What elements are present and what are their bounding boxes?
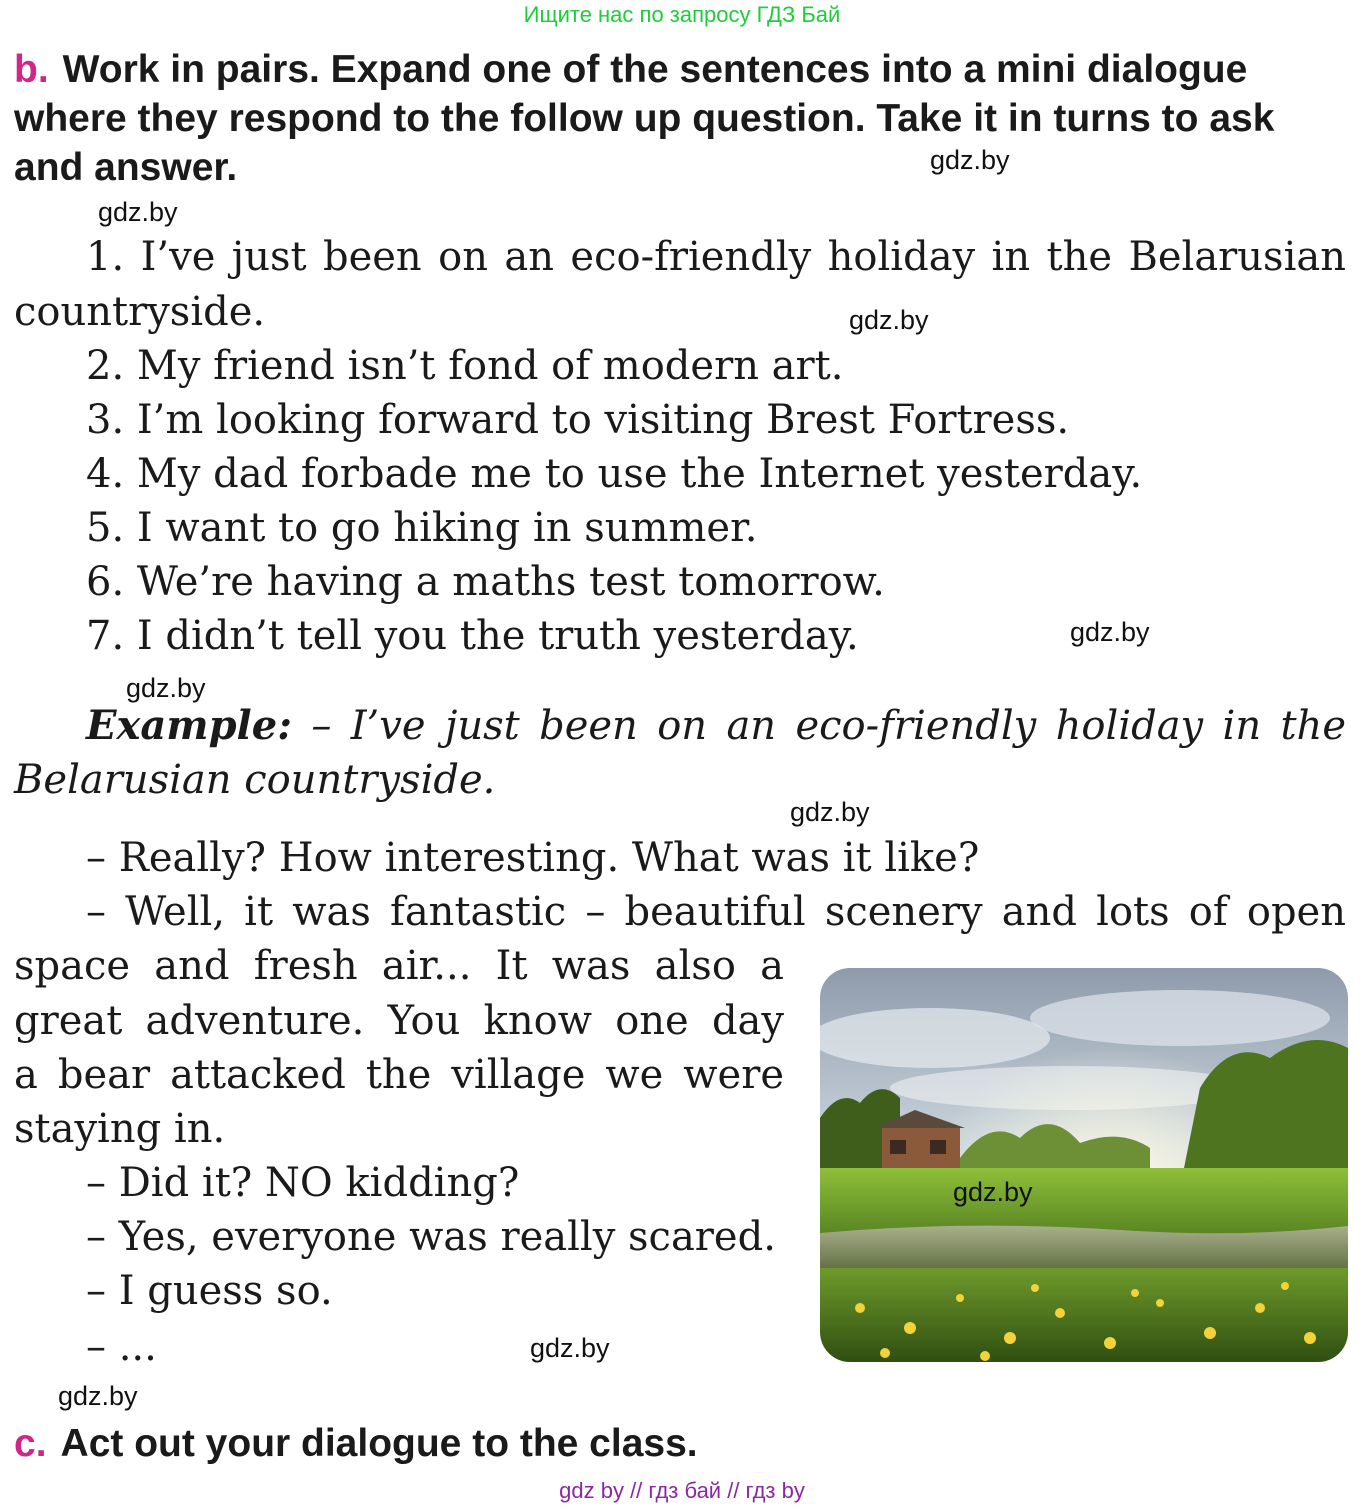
dialogue-line-9: – I guess so.	[86, 1268, 333, 1314]
task-b-letter: b.	[14, 48, 49, 91]
example-line-1	[86, 701, 1346, 751]
task-b-line-3: and answer.	[14, 146, 238, 189]
sentence-3: 3. I’m looking forward to visiting Brest Fortress.	[86, 397, 1070, 443]
sentence-7: 7. I didn’t tell you the truth yesterday.	[86, 613, 859, 659]
watermark-7: gdz.by	[953, 1177, 1033, 1207]
example-line-2: Belarusian countryside.	[14, 757, 496, 803]
watermark-9: gdz.by	[58, 1381, 138, 1411]
countryside-photo	[820, 968, 1348, 1362]
example-text-1: – I’ve just been on an eco-friendly holiday in the	[291, 703, 1346, 749]
watermark-6: gdz.by	[790, 797, 870, 827]
task-c-letter: c.	[14, 1422, 47, 1465]
watermark-1: gdz.by	[930, 145, 1010, 175]
task-b-line-1	[14, 45, 1247, 95]
task-c	[14, 1419, 698, 1469]
bottom-banner: gdz by // гдз бай // гдз by	[559, 1478, 805, 1503]
sentence-5: 5. I want to go hiking in summer.	[86, 505, 758, 551]
sentence-6: 6. We’re having a maths test tomorrow.	[86, 559, 885, 605]
sentence-4: 4. My dad forbade me to use the Internet yesterday.	[86, 451, 1143, 497]
sentence-2: 2. My friend isn’t fond of modern art.	[86, 343, 844, 389]
sentence-1-line-1: 1. I’ve just been on an eco-friendly holiday in the Belarusian	[86, 234, 1346, 280]
task-c-text: Act out your dialogue to the class.	[60, 1422, 698, 1465]
top-banner: Ищите нас по запросу ГДЗ Бай	[523, 2, 841, 27]
dialogue-line-8: – Yes, everyone was really scared.	[86, 1214, 776, 1260]
dialogue-line-4: great adventure. You know one day	[14, 998, 784, 1044]
dialogue-line-10: – ...	[86, 1324, 157, 1370]
sentence-1-line-2: countryside.	[14, 289, 266, 335]
watermark-5: gdz.by	[126, 673, 206, 703]
dialogue-line-5: a bear attacked the village we were	[14, 1052, 784, 1098]
task-b-line-2: where they respond to the follow up question. Take it in turns to ask	[14, 97, 1275, 140]
task-b-text-1: Work in pairs. Expand one of the sentences into a mini dialogue	[62, 48, 1248, 91]
dialogue-line-6: staying in.	[14, 1106, 226, 1152]
watermark-3: gdz.by	[849, 305, 929, 335]
watermark-8: gdz.by	[530, 1333, 610, 1363]
dialogue-line-7: – Did it? NO kidding?	[86, 1160, 520, 1206]
dialogue-line-2: – Well, it was fantastic – beautiful scenery and lots of open	[86, 889, 1346, 935]
watermark-2: gdz.by	[98, 197, 178, 227]
dialogue-line-3: space and fresh air... It was also a	[14, 943, 784, 989]
example-label: Example:	[86, 702, 292, 749]
dialogue-line-1: – Really? How interesting. What was it like?	[86, 835, 980, 881]
watermark-4: gdz.by	[1070, 617, 1150, 647]
